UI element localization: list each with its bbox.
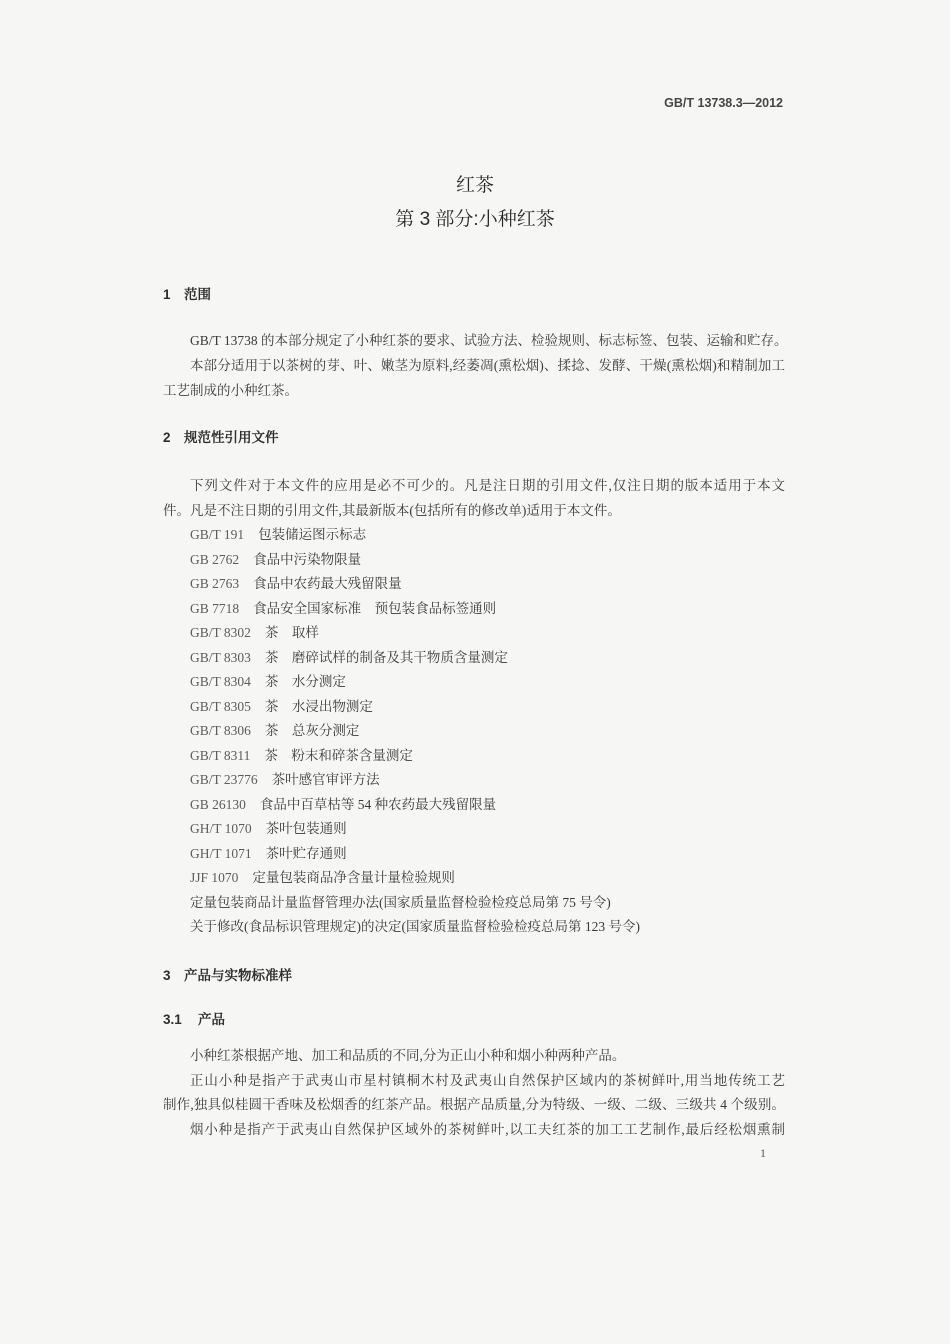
body-text-line: 正山小种是指产于武夷山市星村镇桐木村及武夷山自然保护区域内的茶树鲜叶,用当地传统工艺 — [190, 1072, 785, 1088]
reference-title: 茶 水浸出物测定 — [264, 698, 373, 714]
normative-references-block — [163, 474, 785, 940]
reference-code: GB/T 8304 — [190, 674, 251, 689]
reference-item — [163, 866, 785, 891]
reference-item — [163, 621, 785, 646]
body-text-line: 工艺制成的小种红茶。 — [163, 383, 298, 398]
body-text-line: 小种红茶根据产地、加工和品质的不同,分为正山小种和烟小种两种产品。 — [190, 1048, 626, 1063]
reference-title: 茶叶包装通则 — [265, 821, 347, 836]
section-number: 1 — [163, 287, 171, 302]
reference-item — [163, 719, 785, 744]
reference-code: GB 7718 — [190, 600, 240, 616]
reference-item — [163, 597, 785, 622]
section-number: 3.1 — [163, 1012, 182, 1027]
reference-item — [163, 695, 785, 720]
reference-item-regulation: 定量包装商品计量监督管理办法(国家质量监督检验检疫总局第 75 号令) — [190, 894, 611, 910]
body-text-line: 烟小种是指产于武夷山自然保护区域外的茶树鲜叶,以工夫红茶的加工工艺制作,最后经松烟熏制 — [190, 1121, 785, 1137]
document-title: 红茶 — [455, 175, 494, 196]
reference-title: 包装储运图示标志 — [258, 527, 367, 542]
reference-code: GB/T 8303 — [190, 649, 251, 665]
reference-code: GB/T 23776 — [190, 772, 258, 787]
reference-item — [163, 548, 785, 573]
reference-title: 茶叶感官审评方法 — [271, 772, 380, 787]
section-title: 范围 — [184, 287, 211, 302]
standard-code-header: GB/T 13738.3—2012 — [664, 96, 783, 110]
reference-title: 食品中污染物限量 — [253, 551, 362, 567]
reference-item — [163, 793, 785, 818]
reference-code: GB 2762 — [190, 551, 240, 567]
reference-title: 茶叶贮存通则 — [265, 845, 347, 861]
section-title: 规范性引用文件 — [184, 430, 279, 445]
subsection-heading-product — [163, 1008, 225, 1032]
reference-code: GB/T 191 — [190, 527, 245, 542]
reference-code: GH/T 1070 — [190, 821, 252, 836]
reference-item — [163, 744, 785, 769]
reference-code: GH/T 1071 — [190, 845, 252, 861]
section-number: 2 — [163, 430, 171, 445]
reference-item — [163, 646, 785, 671]
reference-code: GB/T 8305 — [190, 698, 251, 714]
reference-item — [163, 768, 785, 793]
reference-code: GB/T 8311 — [190, 747, 251, 763]
section-title: 产品 — [198, 1012, 225, 1027]
reference-title: 食品中农药最大残留限量 — [253, 576, 402, 591]
reference-code: GB/T 8302 — [190, 625, 251, 640]
reference-item — [163, 572, 785, 597]
document-subtitle: 第 3 部分:小种红茶 — [395, 209, 555, 230]
reference-code: GB/T 8306 — [190, 723, 251, 738]
body-text-line: 本部分适用于以茶树的芽、叶、嫩茎为原料,经萎凋(熏松烟)、揉捻、发酵、干燥(熏松烟)和精制加工 — [190, 358, 785, 373]
reference-item — [163, 842, 785, 867]
reference-title: 食品中百草枯等 54 种农药最大残留限量 — [259, 796, 497, 812]
reference-title: 茶 磨碎试样的制备及其干物质含量测定 — [264, 649, 508, 665]
reference-item — [163, 670, 785, 695]
product-paragraph — [163, 1044, 785, 1142]
reference-title: 茶 粉末和碎茶含量测定 — [264, 747, 413, 763]
section-heading-products — [163, 964, 292, 988]
reference-item-regulation: 关于修改(食品标识管理规定)的决定(国家质量监督检验检疫总局第 123 号令) — [190, 919, 640, 934]
page-number: 1 — [760, 1146, 766, 1160]
body-text-line: 制作,独具似桂圆干香味及松烟香的红茶产品。根据产品质量,分为特级、一级、二级、三级共 4 个级别。 — [163, 1097, 785, 1113]
reference-code: JJF 1070 — [190, 870, 239, 885]
reference-code: GB 26130 — [190, 796, 246, 812]
scope-paragraph — [163, 328, 788, 403]
reference-item — [163, 523, 785, 548]
reference-item — [163, 817, 785, 842]
reference-title: 茶 取样 — [264, 625, 319, 640]
section-heading-scope — [163, 283, 211, 307]
section-title: 产品与实物标准样 — [184, 968, 292, 983]
reference-title: 茶 水分测定 — [264, 674, 346, 689]
reference-title: 定量包装商品净含量计量检验规则 — [252, 870, 455, 885]
section-number: 3 — [163, 968, 171, 983]
reference-title: 茶 总灰分测定 — [264, 723, 360, 738]
reference-code: GB 2763 — [190, 576, 240, 591]
section-heading-normative-references — [163, 426, 279, 450]
body-text-line: 下列文件对于本文件的应用是必不可少的。凡是注日期的引用文件,仅注日期的版本适用于本文 — [190, 478, 785, 493]
body-text-line: 件。凡是不注日期的引用文件,其最新版本(包括所有的修改单)适用于本文件。 — [163, 502, 621, 518]
body-text-line: GB/T 13738 的本部分规定了小种红茶的要求、试验方法、检验规则、标志标签、包装、运输和贮存。 — [190, 333, 788, 348]
reference-title: 食品安全国家标准 预包装食品标签通则 — [253, 600, 497, 616]
